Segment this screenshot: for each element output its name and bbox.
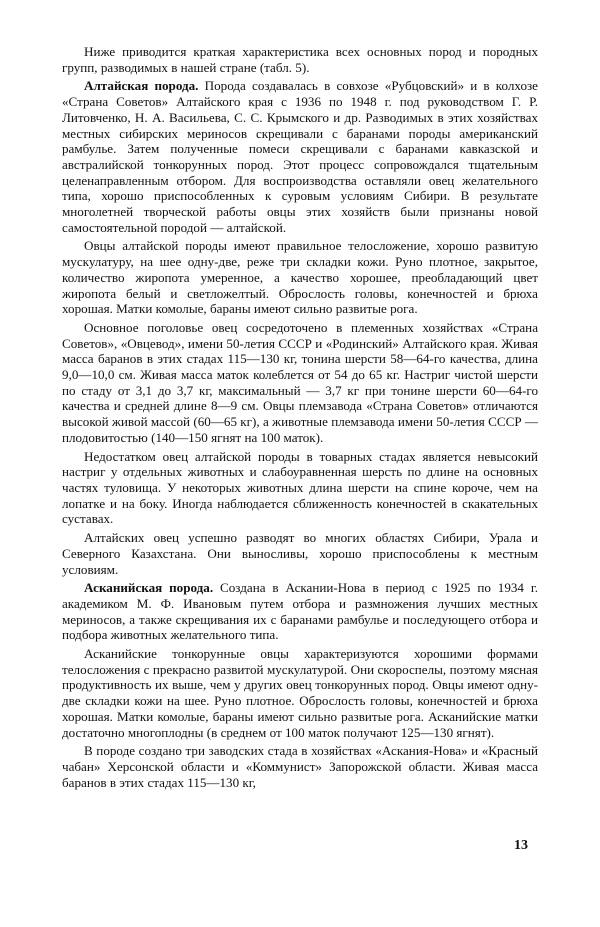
- paragraph-altai-drawbacks: [62, 449, 538, 528]
- paragraph-text: Асканийские тонкорунные овцы характеризуются хорошими формами телосложения с прекрасно развитой мускулатурой. Они скороспелы, поэтому мясная продуктивность их выше, чем у других овец тонкорунных пород. Овцы имеют одну-две складки кожи на шее. Руно плотное. Оброслость головы, конечностей и брюха хорошая. Матки комолые, бараны имеют сильно развитые рога. Асканийские матки достаточно многоплодны (в среднем от 100 маток получают 125—130 ягнят).: [62, 646, 538, 740]
- paragraph-text: В породе создано три заводских стада в хозяйствах «Аскания-Нова» и «Красный чабан» Херсонской области и «Коммунист» Запорожской области. Живая масса баранов в этих стадах 115—130 кг,: [62, 743, 538, 790]
- paragraph-text: Создана в Аскании-Нова в период с 1925 по 1934 г. академиком М. Ф. Ивановым путем отбора и размножения лучших местных мериносов, а также скрещивания их с баранами рамбулье и последующего отбора и подбора животных желательного типа.: [62, 580, 539, 643]
- paragraph-text: Порода создавалась в совхозе «Рубцовский» и в колхозе «Страна Советов» Алтайского края с 1936 по 1948 г. под руководством Г. Р. Литовченко, Н. А. Васильева, С. С. Крымского и др. Разводимых в этих хозяйствах местных сибирских мериносов скрещивали с баранами породы американский рамбулье. Затем полученные помеси скрещивали с баранами кавказской и австралийской тонкорунных пород. Этот процесс сопровождался тщательным целенаправленным отбором. Для воспроизводства оставляли овец желательного типа, хорошо приспособленных к суровым условиям Сибири. В результате многолетней творческой работы овцы этих хозяйств были признаны новой самостоятельной породой — алтайской.: [62, 78, 538, 235]
- page-body: [62, 44, 538, 790]
- paragraph-text: Ниже приводится краткая характеристика всех основных пород и породных групп, разводимых в нашей стране (табл. 5).: [62, 44, 538, 75]
- paragraph-askanian-exterior: [62, 646, 538, 740]
- paragraph-askanian-history: [62, 580, 538, 643]
- paragraph-askanian-herds: [62, 743, 538, 790]
- paragraph-text: Основное поголовье овец сосредоточено в племенных хозяйствах «Страна Советов», «Овцевод», имени 50-летия СССР и «Родинский» Алтайского края. Живая масса баранов в этих стадах 115—130 кг, тонина шерсти 58—64-го качества, длина 9,0—10,0 см. Живая масса маток колеблется от 54 до 65 кг. Настриг чистой шерсти по стаду от 3,1 до 3,7 кг, максимальный — 3,7 кг при тонине шерсти 60—64-го качества и средней длине 8—9 см. Овцы племзавода «Страна Советов» отличаются высокой живой массой (60—65 кг), а животные племзавода имени 50-летия СССР — плодовитостью (140—150 ягнят на 100 маток).: [62, 319, 538, 445]
- page-number: 13: [514, 838, 528, 853]
- paragraph-altai-herds: [62, 320, 538, 446]
- section-title-altai: Алтайская порода.: [84, 78, 199, 94]
- paragraph-altai-range: [62, 530, 538, 577]
- paragraph-text: Недостатком овец алтайской породы в товарных стадах является невысокий настриг у отдельных животных и слабоуравненная шерсть по длине на основных частях туловища. У некоторых животных длина шерсти на спине короче, чем на лопатке и на боку. Иногда наблюдается сближенность конечностей в скакательных суставах.: [62, 448, 538, 527]
- paragraph-altai-exterior: [62, 238, 538, 317]
- section-title-askanian: Асканийская порода.: [84, 580, 214, 596]
- paragraph-altai-history: [62, 78, 538, 235]
- paragraph-intro: [62, 44, 538, 75]
- paragraph-text: Овцы алтайской породы имеют правильное телосложение, хорошо развитую мускулатуру, на шее одну-две, реже три складки кожи. Руно плотное, закрытое, количество жиропота умеренное, а качество хорошее, преобладающий цвет жиропота белый и светложелтый. Оброслость головы, конечностей и брюха хорошая. Матки комолые, бараны имеют сильно развитые рога.: [62, 238, 538, 317]
- paragraph-text: Алтайских овец успешно разводят во многих областях Сибири, Урала и Северного Казахстана. Они выносливы, хорошо приспособлены к местным условиям.: [62, 530, 538, 577]
